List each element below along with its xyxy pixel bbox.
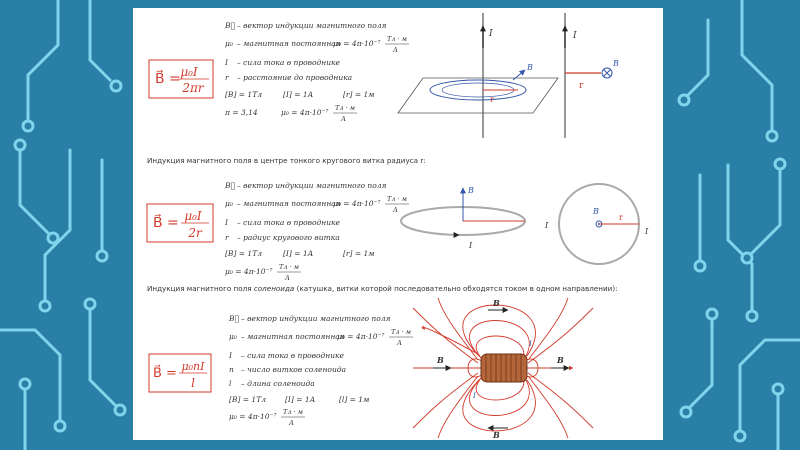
sol-unit-i: [I] = 1А	[285, 395, 316, 404]
top-r-label: r	[619, 213, 623, 222]
top-current-left: I	[545, 221, 549, 230]
sol-formula-numerator: μ₀nI	[181, 360, 205, 373]
sol-mu-unit-top-repeat: Тл · м	[283, 408, 304, 416]
mu-unit-bottom-repeat: А	[341, 115, 346, 123]
loop-def-i-text: – сила тока в проводнике	[237, 218, 340, 227]
sol-b-top: B	[493, 298, 500, 308]
top-current-right: I	[645, 227, 649, 236]
loop-formula-box	[147, 204, 213, 242]
unit-b: [B] = 1Тл	[225, 90, 262, 99]
loop-def-mu-text: – магнитная постоянная	[237, 199, 341, 208]
unit-r: [r] = 1м	[343, 90, 375, 99]
sol-unit-l: [l] = 1м	[339, 395, 370, 404]
sol-b-right: B	[557, 355, 564, 365]
sol-current-top: I	[529, 340, 532, 348]
def-i-text: – сила тока в проводнике	[237, 58, 340, 67]
sol-def-n-text: – число витков соленоида	[241, 365, 346, 374]
sol-formula-lhs: B⃗ =	[153, 366, 177, 381]
wire-current-label: I	[489, 29, 493, 39]
pi-value: π = 3,14	[225, 108, 258, 117]
sol-def-n-symbol: n	[229, 365, 234, 374]
loop-top-diagram	[544, 184, 649, 264]
loop-current-label: I	[469, 241, 473, 250]
sol-def-mu-value: μ₀ = 4π·10⁻⁷	[337, 332, 385, 341]
loop-mu-unit-top: Тл · м	[387, 195, 408, 203]
loop-perspective-diagram	[401, 186, 525, 250]
loop-definitions	[224, 181, 409, 282]
circuit-nodes-left	[15, 81, 125, 431]
sol-mu-unit-bottom-repeat: А	[289, 419, 294, 427]
wire-formula-lhs: B⃗ =	[155, 71, 181, 87]
sol-b-bottom: B	[493, 430, 500, 440]
solenoid-coil	[481, 354, 527, 382]
content-sheet	[133, 8, 663, 440]
def-mu-symbol: μ₀	[225, 39, 233, 48]
circuit-nodes-right	[679, 95, 785, 441]
wire-r-label: r	[490, 95, 494, 104]
def-r-symbol: r	[225, 73, 229, 82]
circuit-traces-left	[0, 0, 115, 450]
def-r-text: – расстояние до проводника	[237, 73, 353, 82]
mu-value-repeat: μ₀ = 4π·10⁻⁷	[281, 108, 329, 117]
def-i-symbol: I	[225, 58, 228, 67]
mu-unit-top-repeat: Тл · м	[335, 104, 356, 112]
sol-b-left: B	[437, 355, 444, 365]
loop-mu-value-repeat: μ₀ = 4π·10⁻⁷	[225, 267, 273, 276]
loop-def-mu-value: μ₀ = 4π·10⁻⁷	[333, 199, 381, 208]
wire-definitions	[224, 21, 409, 123]
loop-unit-i: [I] = 1А	[283, 249, 314, 258]
sol-def-b-text: – вектор индукции магнитного поля	[241, 314, 391, 323]
circuit-traces-right	[688, 0, 800, 450]
sol-def-i-symbol: I	[229, 351, 232, 360]
loop-def-r-symbol: r	[225, 233, 229, 242]
sol-def-b-symbol: B⃗	[229, 314, 240, 323]
solenoid-heading-b: (катушка, витки которой последовательно обходятся током в одном направлении):	[294, 284, 618, 293]
sol-unit-b: [B] = 1Тл	[229, 395, 266, 404]
wire-b-label: B	[527, 63, 533, 72]
solenoid-definitions	[228, 314, 413, 427]
side-r-label: r	[579, 81, 584, 91]
loop-formula-denominator: 2r	[188, 226, 202, 240]
side-current-label: I	[573, 31, 577, 41]
wire-formula-box	[149, 60, 213, 98]
sol-mu-unit-bottom: А	[397, 339, 402, 347]
loop-mu-unit-bottom: А	[393, 206, 398, 214]
wire-formula-numerator: μ₀I	[180, 65, 198, 79]
sol-current-bottom: I	[473, 392, 476, 400]
sol-def-l-text: – длина соленоида	[241, 379, 315, 388]
sol-mu-value-repeat: μ₀ = 4π·10⁻⁷	[229, 412, 277, 421]
def-mu-value: μ₀ = 4π·10⁻⁷	[333, 39, 381, 48]
top-b-label: B	[593, 207, 599, 216]
sol-def-i-text: – сила тока в проводнике	[241, 351, 344, 360]
wire-plane-diagram	[398, 13, 558, 138]
wire-formula-denominator: 2πr	[182, 81, 204, 95]
def-b-text: – вектор индукции магнитного поля	[237, 21, 387, 30]
loop-formula-numerator: μ₀I	[184, 209, 202, 223]
sol-def-mu-text: – магнитная постоянная	[241, 332, 345, 341]
loop-def-mu-symbol: μ₀	[225, 199, 233, 208]
solenoid-heading-a: Индукция магнитного поля	[147, 284, 254, 293]
solenoid-heading-em: соленоида	[253, 284, 295, 293]
sol-def-l-symbol: l	[229, 379, 232, 388]
unit-i: [I] = 1А	[283, 90, 314, 99]
loop-unit-b: [B] = 1Тл	[225, 249, 262, 258]
loop-def-r-text: – радиус кругового витка	[237, 233, 340, 242]
loop-unit-r: [r] = 1м	[343, 249, 375, 258]
solenoid-heading	[147, 284, 618, 293]
def-mu-unit-top: Тл · м	[387, 35, 408, 43]
loop-mu-unit-top-repeat: Тл · м	[279, 263, 300, 271]
loop-mu-unit-bottom-repeat: А	[285, 274, 290, 282]
loop-def-b-text: – вектор индукции магнитного поля	[237, 181, 387, 190]
loop-heading: Индукция магнитного поля в центре тонкого кругового витка радиуса r:	[147, 156, 426, 165]
def-mu-text: – магнитная постоянная	[237, 39, 341, 48]
def-mu-unit-bottom: А	[393, 46, 398, 54]
loop-def-b-symbol: B⃗	[225, 181, 236, 190]
wire-side-diagram	[565, 13, 619, 138]
sol-formula-denominator: l	[191, 376, 195, 390]
sol-def-mu-symbol: μ₀	[229, 332, 237, 341]
sol-mu-unit-top: Тл · м	[391, 328, 412, 336]
loop-def-i-symbol: I	[225, 218, 228, 227]
def-b-symbol: B⃗	[225, 21, 236, 30]
loop-formula-lhs: B⃗ =	[153, 215, 179, 231]
side-b-label: B	[613, 59, 619, 68]
loop-b-label: B	[468, 186, 474, 195]
physics-formulas	[133, 8, 663, 440]
solenoid-formula-box	[149, 354, 211, 392]
